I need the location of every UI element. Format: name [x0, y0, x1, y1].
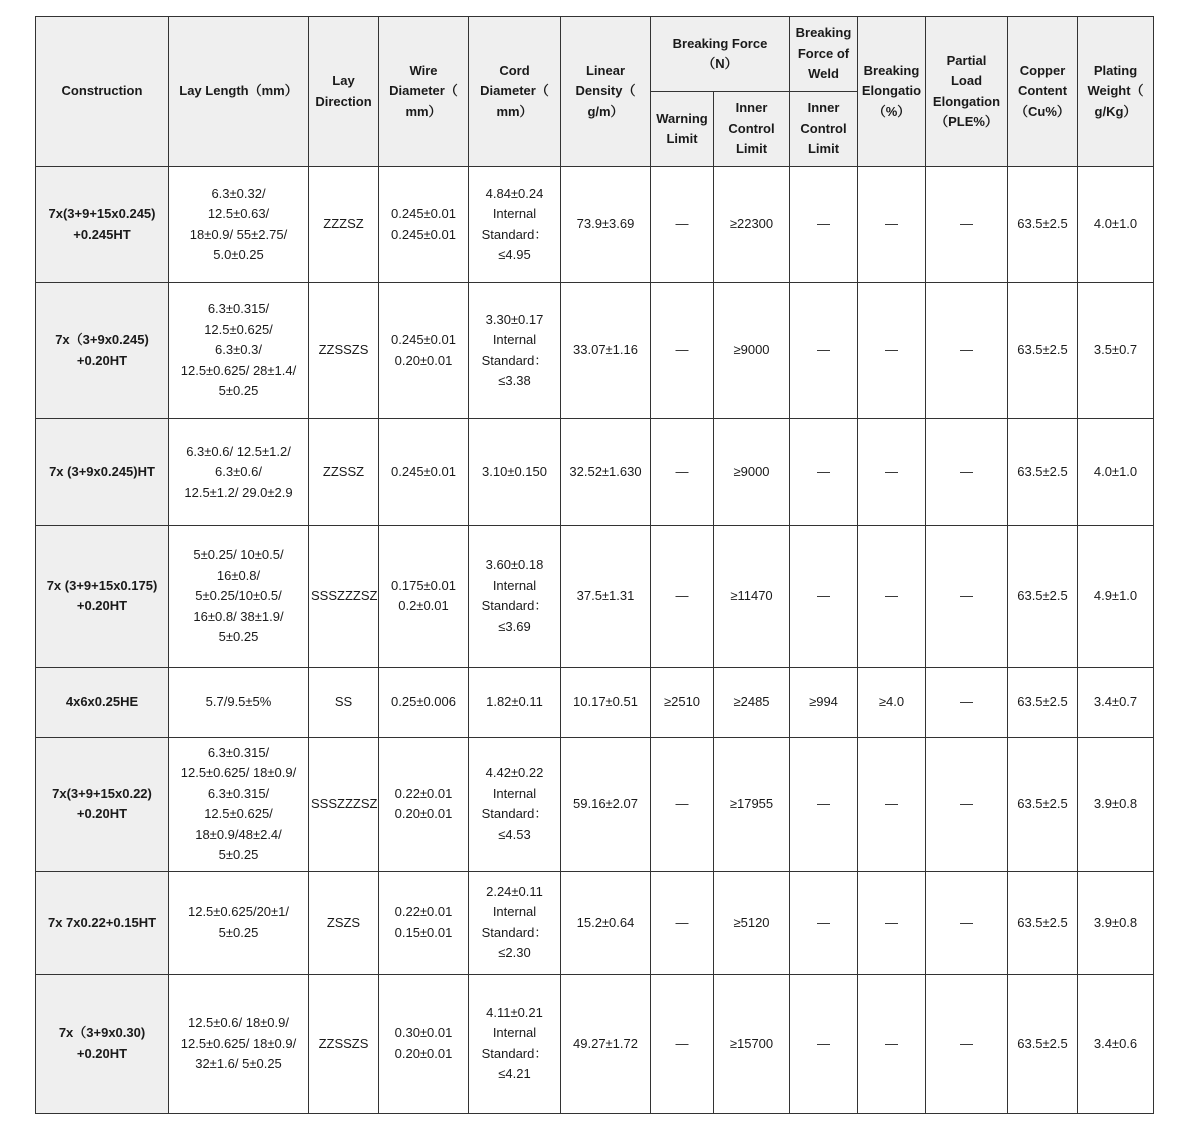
linear-density-cell-text: 49.27±1.72 [573, 1035, 638, 1051]
table-row [36, 283, 1154, 419]
breaking-elongation-cell [858, 283, 926, 419]
cord-diameter-cell [469, 974, 561, 1113]
ple-cell-text: — [960, 216, 973, 232]
ple-cell-text: — [960, 342, 973, 358]
breaking-elongation-cell-text: — [885, 464, 898, 480]
lay-direction-cell-text: ZSZS [326, 914, 361, 930]
table-row [36, 737, 1154, 871]
wire-diameter-cell [379, 526, 469, 667]
lay-length-cell [169, 974, 309, 1113]
lay-direction-cell [309, 871, 379, 974]
copper-content-cell-text: 63.5±2.5 [1017, 693, 1068, 709]
ple-cell-text: — [960, 795, 973, 811]
copper-content-cell [1008, 974, 1078, 1113]
linear-density-cell-text: 10.17±0.51 [573, 693, 638, 709]
wire-diameter-cell-text: 0.22±0.01 0.20±0.01 [394, 785, 453, 822]
breaking-elongation-cell-text: — [885, 216, 898, 232]
breaking-elongation-cell [858, 526, 926, 667]
warning-limit-cell-text: — [675, 464, 689, 480]
breaking-elongation-cell [858, 419, 926, 526]
breaking-elongation-cell-text: ≥4.0 [878, 693, 905, 709]
spec-table [35, 16, 1154, 1114]
lay-length-cell [169, 667, 309, 737]
linear-density-cell [561, 526, 651, 667]
ple-cell [926, 419, 1008, 526]
linear-density-cell-text: 37.5±1.31 [576, 588, 635, 604]
cord-diameter-cell [469, 737, 561, 871]
weld-inner-control-limit-cell [790, 871, 858, 974]
lay-length-cell-text: 12.5±0.625/20±1/ 5±0.25 [187, 904, 290, 940]
wire-diameter-cell-text: 0.22±0.01 0.15±0.01 [394, 904, 453, 940]
ple-cell [926, 526, 1008, 667]
cord-diameter-cell [469, 667, 561, 737]
warning-limit-cell-text: — [675, 342, 689, 358]
warning-limit-cell [651, 526, 714, 667]
ple-cell [926, 737, 1008, 871]
wire-diameter-cell-text: 0.245±0.01 [391, 464, 456, 480]
copper-content-cell [1008, 419, 1078, 526]
warning-limit-cell [651, 667, 714, 737]
weld-inner-control-limit-cell [790, 283, 858, 419]
linear-density-cell [561, 419, 651, 526]
plating-weight-cell [1078, 526, 1154, 667]
plating-weight-cell [1078, 283, 1154, 419]
breaking-elongation-cell-text: — [885, 342, 898, 358]
weld-inner-control-limit-cell [790, 526, 858, 667]
lay-direction-cell [309, 974, 379, 1113]
warning-limit-cell-text: ≥2510 [663, 693, 701, 709]
construction-cell-text: 7x 7x0.22+0.15HT [47, 914, 157, 930]
lay-length-cell [169, 737, 309, 871]
inner-control-limit-cell-text: ≥2485 [733, 693, 770, 709]
warning-limit-cell [651, 871, 714, 974]
copper-content-cell-text: 63.5±2.5 [1017, 464, 1068, 480]
plating-weight-cell-text: 3.9±0.8 [1093, 914, 1138, 930]
plating-weight-cell-text: 3.5±0.7 [1093, 342, 1138, 358]
warning-limit-cell-text: — [675, 914, 689, 930]
cord-diameter-cell [469, 167, 561, 283]
ple-cell [926, 871, 1008, 974]
linear-density-cell [561, 667, 651, 737]
lay-direction-cell-text: SS [334, 693, 353, 709]
wire-diameter-cell-text: 0.25±0.006 [391, 693, 456, 709]
lay-length-cell-text: 5±0.25/ 10±0.5/ 16±0.8/ 5±0.25/10±0.5/ 16±0.8/ 38±1.9/ 5±0.25 [193, 547, 284, 645]
copper-content-cell-text: 63.5±2.5 [1017, 914, 1068, 930]
breaking-elongation-cell [858, 737, 926, 871]
copper-content-cell [1008, 526, 1078, 667]
warning-limit-cell [651, 167, 714, 283]
lay-length-cell [169, 419, 309, 526]
cord-diameter-cell [469, 419, 561, 526]
wire-diameter-cell-text: 0.175±0.01 0.2±0.01 [391, 577, 456, 614]
ple-cell-text: — [960, 464, 973, 480]
wire-diameter-cell-text: 0.245±0.01 0.20±0.01 [391, 332, 456, 368]
lay-length-cell-text: 12.5±0.6/ 18±0.9/ 12.5±0.625/ 18±0.9/ 32±1.6/ 5±0.25 [180, 1015, 297, 1072]
copper-content-cell-text: 63.5±2.5 [1017, 342, 1068, 358]
table-row [36, 871, 1154, 974]
header-lay-length: Lay Length（mm） [169, 17, 309, 167]
ple-cell-text: — [960, 693, 973, 709]
lay-length-cell-text: 5.7/9.5±5% [205, 693, 272, 709]
lay-direction-cell-text: ZZSSZS [318, 1035, 369, 1051]
linear-density-cell-text: 73.9±3.69 [576, 216, 635, 232]
table-row [36, 974, 1154, 1113]
header-warning-limit: Warning Limit [651, 92, 714, 167]
inner-control-limit-cell-text: ≥17955 [729, 795, 774, 811]
cord-diameter-cell-text: 4.11±0.21 Internal Standard： ≤4.21 [481, 1004, 548, 1082]
header-inner-control-limit: Inner Control Limit [714, 92, 790, 167]
header-breaking-elongation: Breaking Elongatio （%） [858, 17, 926, 167]
lay-direction-cell-text: ZZSSZS [318, 342, 369, 358]
plating-weight-cell [1078, 419, 1154, 526]
header-breaking-force-weld: Breaking Force of Weld [790, 17, 858, 92]
copper-content-cell-text: 63.5±2.5 [1017, 1035, 1068, 1051]
weld-inner-control-limit-cell [790, 167, 858, 283]
warning-limit-cell [651, 419, 714, 526]
plating-weight-cell-text: 3.4±0.7 [1093, 693, 1138, 709]
copper-content-cell [1008, 871, 1078, 974]
lay-length-cell-text: 6.3±0.32/ 12.5±0.63/ 18±0.9/ 55±2.75/ 5.0±0.25 [189, 185, 288, 263]
plating-weight-cell [1078, 737, 1154, 871]
construction-cell [36, 419, 169, 526]
inner-control-limit-cell [714, 526, 790, 667]
lay-length-cell-text: 6.3±0.315/ 12.5±0.625/ 18±0.9/ 6.3±0.315/ 12.5±0.625/ 18±0.9/48±2.4/ 5±0.25 [180, 744, 297, 863]
lay-length-cell-text: 6.3±0.6/ 12.5±1.2/ 6.3±0.6/ 12.5±1.2/ 29.0±2.9 [184, 443, 293, 500]
table-row [36, 419, 1154, 526]
breaking-elongation-cell-text: — [885, 914, 898, 930]
inner-control-limit-cell-text: ≥9000 [733, 464, 770, 480]
header-copper-content: Copper Content （Cu%） [1008, 17, 1078, 167]
ple-cell-text: — [960, 1035, 973, 1051]
header-linear-density: Linear Density（ g/m） [561, 17, 651, 167]
ple-cell-text: — [960, 914, 973, 930]
plating-weight-cell-text: 4.0±1.0 [1093, 464, 1138, 480]
cord-diameter-cell-text: 4.42±0.22 Internal Standard： ≤4.53 [481, 765, 548, 842]
inner-control-limit-cell [714, 167, 790, 283]
inner-control-limit-cell [714, 974, 790, 1113]
header-construction: Construction [36, 17, 169, 167]
wire-diameter-cell-text: 0.245±0.01 0.245±0.01 [391, 206, 456, 242]
wire-diameter-cell [379, 737, 469, 871]
weld-inner-control-limit-cell [790, 737, 858, 871]
lay-length-cell [169, 167, 309, 283]
weld-inner-control-limit-cell [790, 419, 858, 526]
lay-length-cell [169, 526, 309, 667]
cord-diameter-cell [469, 871, 561, 974]
construction-cell [36, 974, 169, 1113]
header-cord-diameter: Cord Diameter（ mm） [469, 17, 561, 167]
construction-cell-text: 7x (3+9+15x0.175) +0.20HT [46, 577, 158, 614]
inner-control-limit-cell-text: ≥5120 [733, 914, 770, 930]
weld-inner-control-limit-cell-text: — [817, 588, 830, 604]
construction-cell [36, 871, 169, 974]
breaking-elongation-cell-text: — [885, 795, 898, 811]
lay-direction-cell [309, 737, 379, 871]
plating-weight-cell [1078, 667, 1154, 737]
inner-control-limit-cell [714, 283, 790, 419]
ple-cell-text: — [960, 588, 973, 604]
wire-diameter-cell [379, 974, 469, 1113]
lay-direction-cell [309, 283, 379, 419]
inner-control-limit-cell [714, 667, 790, 737]
lay-direction-cell-text: SSSZZZSZ [311, 588, 378, 604]
inner-control-limit-cell [714, 737, 790, 871]
construction-cell [36, 526, 169, 667]
warning-limit-cell-text: — [675, 1035, 689, 1051]
table-body [36, 167, 1154, 1114]
linear-density-cell-text: 32.52±1.630 [569, 464, 642, 480]
construction-cell-text: 7x（3+9x0.245) +0.20HT [55, 332, 149, 368]
wire-diameter-cell [379, 283, 469, 419]
weld-inner-control-limit-cell [790, 974, 858, 1113]
wire-diameter-cell [379, 419, 469, 526]
cord-diameter-cell-text: 3.30±0.17 Internal Standard： ≤3.38 [481, 311, 548, 389]
table-row [36, 167, 1154, 283]
construction-cell [36, 737, 169, 871]
plating-weight-cell-text: 3.4±0.6 [1093, 1035, 1138, 1051]
linear-density-cell [561, 167, 651, 283]
ple-cell [926, 974, 1008, 1113]
construction-cell [36, 283, 169, 419]
linear-density-cell [561, 283, 651, 419]
weld-inner-control-limit-cell-text: — [817, 216, 830, 232]
lay-direction-cell [309, 526, 379, 667]
table-header [36, 17, 1154, 167]
weld-inner-control-limit-cell-text: ≥994 [809, 693, 838, 709]
inner-control-limit-cell-text: ≥15700 [729, 1035, 774, 1051]
construction-cell-text: 7x(3+9+15x0.245) +0.245HT [48, 206, 156, 242]
lay-direction-cell-text: ZZZSZ [323, 216, 364, 232]
construction-cell-text: 7x(3+9+15x0.22) +0.20HT [52, 785, 152, 822]
construction-cell [36, 667, 169, 737]
header-plating-weight: Plating Weight（ g/Kg） [1078, 17, 1154, 167]
copper-content-cell [1008, 167, 1078, 283]
construction-cell-text: 7x (3+9x0.245)HT [49, 464, 155, 480]
weld-inner-control-limit-cell [790, 667, 858, 737]
copper-content-cell [1008, 667, 1078, 737]
cord-diameter-cell-text: 1.82±0.11 [486, 693, 543, 709]
plating-weight-cell-text: 3.9±0.8 [1093, 795, 1138, 811]
weld-inner-control-limit-cell-text: — [817, 464, 830, 480]
weld-inner-control-limit-cell-text: — [817, 914, 830, 930]
copper-content-cell-text: 63.5±2.5 [1017, 216, 1068, 232]
cord-diameter-cell-text: 3.60±0.18 Internal Standard： ≤3.69 [481, 557, 548, 634]
linear-density-cell [561, 974, 651, 1113]
header-lay-direction: Lay Direction [309, 17, 379, 167]
warning-limit-cell [651, 283, 714, 419]
inner-control-limit-cell-text: ≥11470 [730, 588, 773, 604]
wire-diameter-cell [379, 167, 469, 283]
inner-control-limit-cell-text: ≥22300 [729, 216, 774, 232]
breaking-elongation-cell-text: — [885, 588, 898, 604]
warning-limit-cell-text: — [675, 588, 689, 604]
table-row [36, 667, 1154, 737]
ple-cell [926, 667, 1008, 737]
warning-limit-cell [651, 974, 714, 1113]
warning-limit-cell [651, 737, 714, 871]
breaking-elongation-cell-text: — [885, 1035, 898, 1051]
weld-inner-control-limit-cell-text: — [817, 342, 830, 358]
linear-density-cell-text: 15.2±0.64 [576, 914, 635, 930]
construction-cell [36, 167, 169, 283]
wire-diameter-cell-text: 0.30±0.01 0.20±0.01 [394, 1025, 453, 1061]
linear-density-cell-text: 33.07±1.16 [573, 342, 638, 358]
linear-density-cell [561, 737, 651, 871]
ple-cell [926, 167, 1008, 283]
cord-diameter-cell [469, 526, 561, 667]
header-ple: Partial Load Elongation （PLE%） [926, 17, 1008, 167]
inner-control-limit-cell [714, 419, 790, 526]
inner-control-limit-cell-text: ≥9000 [733, 342, 770, 358]
breaking-elongation-cell [858, 974, 926, 1113]
lay-length-cell-text: 6.3±0.315/ 12.5±0.625/ 6.3±0.3/ 12.5±0.625/ 28±1.4/ 5±0.25 [180, 301, 297, 399]
lay-direction-cell [309, 419, 379, 526]
weld-inner-control-limit-cell-text: — [817, 795, 830, 811]
copper-content-cell [1008, 283, 1078, 419]
plating-weight-cell-text: 4.9±1.0 [1093, 588, 1138, 604]
lay-direction-cell-text: SSSZZZSZ [311, 795, 378, 811]
lay-direction-cell [309, 167, 379, 283]
weld-inner-control-limit-cell-text: — [817, 1035, 830, 1051]
copper-content-cell [1008, 737, 1078, 871]
cord-diameter-cell-text: 2.24±0.11 Internal Standard： ≤2.30 [481, 883, 548, 961]
breaking-elongation-cell [858, 167, 926, 283]
lay-direction-cell-text: ZZSSZ [322, 464, 365, 480]
plating-weight-cell [1078, 974, 1154, 1113]
plating-weight-cell-text: 4.0±1.0 [1093, 216, 1138, 232]
header-breaking-force: Breaking Force （N） [651, 17, 790, 92]
construction-cell-text: 4x6x0.25HE [65, 693, 139, 709]
lay-direction-cell [309, 667, 379, 737]
inner-control-limit-cell [714, 871, 790, 974]
lay-length-cell [169, 871, 309, 974]
cord-diameter-cell [469, 283, 561, 419]
table-row [36, 526, 1154, 667]
copper-content-cell-text: 63.5±2.5 [1017, 588, 1068, 604]
copper-content-cell-text: 63.5±2.5 [1017, 795, 1068, 811]
breaking-elongation-cell [858, 667, 926, 737]
lay-length-cell [169, 283, 309, 419]
wire-diameter-cell [379, 667, 469, 737]
header-wire-diameter: Wire Diameter（ mm） [379, 17, 469, 167]
warning-limit-cell-text: — [675, 216, 689, 232]
warning-limit-cell-text: — [675, 795, 689, 811]
plating-weight-cell [1078, 167, 1154, 283]
header-weld-inner-control-limit: Inner Control Limit [790, 92, 858, 167]
breaking-elongation-cell [858, 871, 926, 974]
cord-diameter-cell-text: 4.84±0.24 Internal Standard： ≤4.95 [481, 185, 548, 263]
cord-diameter-cell-text: 3.10±0.150 [482, 464, 547, 480]
construction-cell-text: 7x（3+9x0.30) +0.20HT [58, 1025, 146, 1061]
plating-weight-cell [1078, 871, 1154, 974]
wire-diameter-cell [379, 871, 469, 974]
ple-cell [926, 283, 1008, 419]
linear-density-cell [561, 871, 651, 974]
linear-density-cell-text: 59.16±2.07 [573, 795, 638, 811]
